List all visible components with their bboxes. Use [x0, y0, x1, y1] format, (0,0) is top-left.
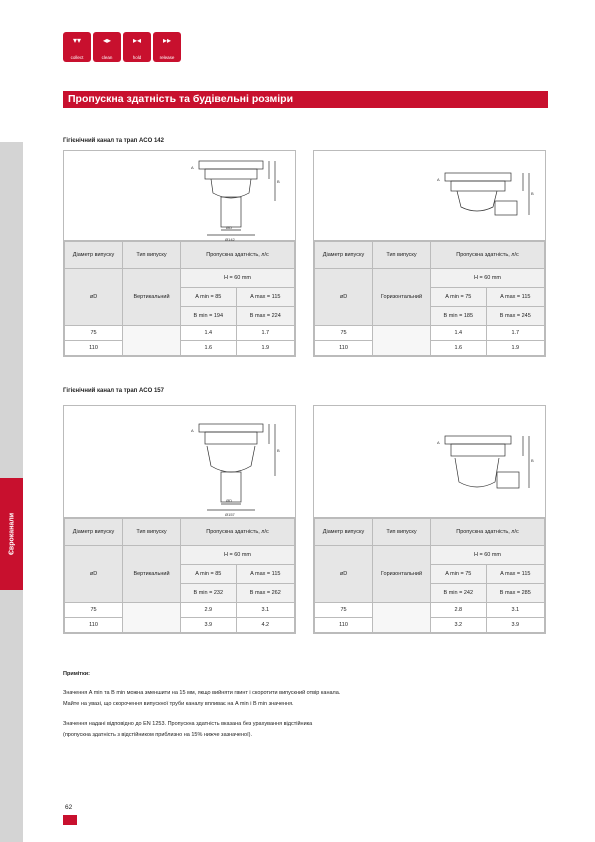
- dim-b: B: [277, 179, 280, 184]
- dim-a: A: [437, 440, 440, 445]
- dim-a: A: [191, 428, 194, 433]
- capacity-table: Діаметр випуску Тип випуску Пропускна здатність, л/с øD Горизонтальний H = 60 mm A min = 75 A max = 115 B min = 242 B max = 285 75 2.8 3.1 110 3.2 3.9: [314, 518, 545, 633]
- drawing-vertical-drain: [64, 406, 295, 518]
- spec-block-142-horizontal: [313, 150, 546, 357]
- dim-d: ØD: [226, 498, 232, 503]
- page-mark: [63, 815, 77, 825]
- dim-b: B: [277, 448, 280, 453]
- horizontal-drain-drawing: [427, 151, 547, 241]
- dim-d: ØD: [226, 225, 232, 230]
- dim-a: A: [437, 177, 440, 182]
- note-line: Майте на увазі, що скорочення випускної труби каналу впливає на A min і B min значення.: [63, 701, 294, 707]
- notes-title: Примітки:: [63, 671, 90, 677]
- section-title-aco142: Гігієнічний канал та трап ACO 142: [63, 138, 164, 144]
- page-title: Пропускна здатність та будівельні розміри: [68, 93, 294, 105]
- capacity-table: Діаметр випуску Тип випуску Пропускна здатність, л/с øD Вертикальний H = 60 mm A min = 85 A max = 115 B min = 194 B max = 224 75 1.4 1.7 110 1.6 1.9: [64, 241, 295, 356]
- drawing-horizontal-drain: [314, 151, 545, 241]
- note-line: Значення надані відповідно до EN 1253. Пропускна здатність вказана без урахування відстійника: [63, 721, 313, 727]
- dim-d157: Ø157: [225, 512, 235, 517]
- horizontal-drain-drawing: [427, 406, 547, 518]
- page-title-bar: [63, 91, 548, 108]
- hold-icon: ▸◂ hold: [123, 32, 151, 62]
- dim-b: B: [531, 191, 534, 196]
- vertical-drain-drawing: [177, 406, 297, 518]
- drawing-vertical-drain: [64, 151, 295, 241]
- section-title-aco157: Гігієнічний канал та трап ACO 157: [63, 388, 164, 394]
- clean-icon: ◂▸ clean: [93, 32, 121, 62]
- capacity-table: Діаметр випуску Тип випуску Пропускна здатність, л/с øD Вертикальний H = 60 mm A min = 85 A max = 115 B min = 232 B max = 262 75 2.9 3.1 110 3.9 4.2: [64, 518, 295, 633]
- dim-d142: Ø142: [225, 237, 235, 241]
- vertical-drain-drawing: [177, 151, 297, 241]
- spec-block-142-vertical: [63, 150, 296, 357]
- process-logos: [63, 32, 181, 62]
- collect-icon: ▾▾ collect: [63, 32, 91, 62]
- note-line: Значення A min та B min можна зменшити на 15 мм, якщо вийняти гвинт і скоротити випускний отвір канала.: [63, 690, 341, 696]
- section-tab-label: Євроканали: [8, 512, 15, 556]
- note-line: (пропускна здатність з відстійником приблизно на 15% нижче зазначеної).: [63, 732, 252, 738]
- drawing-horizontal-drain: [314, 406, 545, 518]
- spec-block-157-vertical: [63, 405, 296, 634]
- page-number: 62: [65, 804, 73, 811]
- notes: [63, 669, 340, 741]
- section-tab[interactable]: [0, 478, 23, 590]
- dim-b: B: [531, 458, 534, 463]
- capacity-table: Діаметр випуску Тип випуску Пропускна здатність, л/с øD Горизонтальний H = 60 mm A min = 75 A max = 115 B min = 185 B max = 245 75 1.4 1.7 110 1.6 1.9: [314, 241, 545, 356]
- dim-a: A: [191, 165, 194, 170]
- release-icon: ▸▸ release: [153, 32, 181, 62]
- spec-block-157-horizontal: [313, 405, 546, 634]
